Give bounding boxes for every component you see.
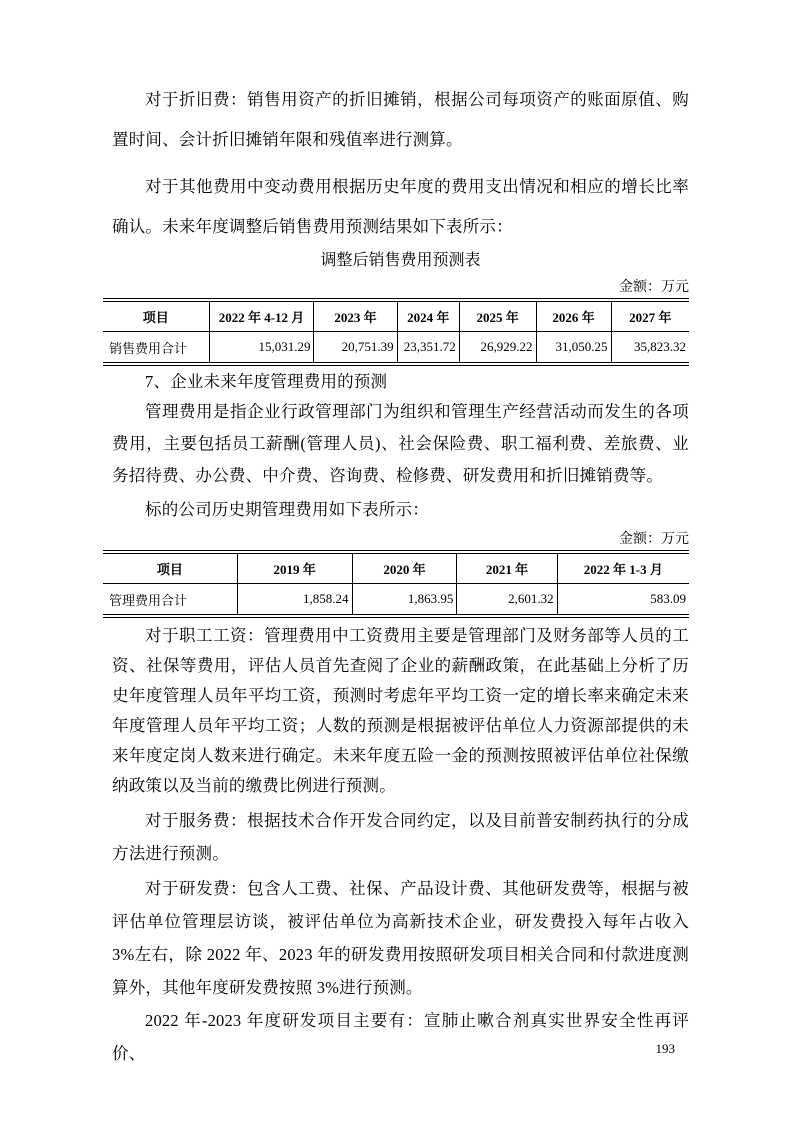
para-rd-projects: 2022 年-2023 年度研发项目主要有：宣肺止嗽合剂真实世界安全性再评价、 [112,1011,689,1063]
para-admin-definition: 管理费用是指企业行政管理部门为组织和管理生产经营活动而发生的各项费用，主要包括员工薪酬(管理人员)、社会保险费、职工福利费、差旅费、业务招待费、办公费、中介费、咨询费、检修费、研发费用和折旧摊销费等。 [112,402,689,485]
header-cell: 2019 年 [237,552,352,584]
table-row [103,332,689,365]
data-cell: 2,601.32 [457,584,557,617]
header-cell: 2022 年 4-12 月 [209,300,314,332]
data-cell: 1,858.24 [237,584,352,617]
para-salary: 对于职工工资：管理费用中工资费用主要是管理部门及财务部等人员的工资、社保等费用，评估人员首先查阅了企业的薪酬政策，在此基础上分析了历史年度管理人员年平均工资，预测时考虑年平均工资一定的增长率来确定未来年度管理人员年平均工资；人数的预测是根据被评估单位人力资源部提供的未来年度定岗人数来进行确定。未来年度五险一金的预测按照被评估单位社保缴纳政策以及当前的缴费比例进行预测。 [112,626,689,795]
para-other-expense: 对于其他费用中变动费用根据历史年度的费用支出情况和相应的增长比率确认。未来年度调整后销售费用预测结果如下表所示： [112,177,689,236]
header-cell: 2027 年 [611,300,689,332]
sales-table-unit-label: 金额：万元 [619,280,689,295]
data-cell: 583.09 [557,584,689,617]
header-cell: 2022 年 1-3 月 [557,552,689,584]
data-cell: 23,351.72 [397,332,459,365]
header-cell: 2025 年 [459,300,536,332]
para-service: 对于服务费：根据技术合作开发合同约定，以及目前普安制药执行的分成方法进行预测。 [112,811,689,863]
header-cell: 2023 年 [314,300,397,332]
sales-table-title: 调整后销售费用预测表 [320,252,481,269]
para-rd: 对于研发费：包含人工费、社保、产品设计费、其他研发费等，根据与被评估单位管理层访谈，被评估单位为高新技术企业，研发费投入每年占收入 3%左右，除 2022 年、2023 年的研发费用按照研发项目相关合同和付款进度测算外，其他年度研发费按照 3%进行预测。 [112,879,689,997]
header-cell: 2021 年 [457,552,557,584]
admin-table-unit-label: 金额：万元 [619,532,689,547]
admin-history-table [103,550,689,618]
data-cell: 26,929.22 [459,332,536,365]
data-cell: 15,031.29 [209,332,314,365]
para-admin-intro: 标的公司历史期管理费用如下表所示： [145,500,429,519]
header-cell: 项目 [103,552,237,584]
sales-table-header-row [103,300,689,332]
header-cell: 2026 年 [536,300,611,332]
page-number: 193 [655,1041,675,1056]
section-heading: 7、企业未来年度管理费用的预测 [145,372,388,391]
data-cell: 1,863.95 [352,584,457,617]
sales-forecast-table [103,298,689,366]
para-depreciation: 对于折旧费：销售用资产的折旧摊销，根据公司每项资产的账面原值、购置时间、会计折旧摊销年限和残值率进行测算。 [112,90,689,149]
table-row [103,584,689,617]
data-cell: 20,751.39 [314,332,397,365]
admin-table-header-row [103,552,689,584]
header-cell: 2020 年 [352,552,457,584]
header-cell: 2024 年 [397,300,459,332]
header-cell: 项目 [103,300,209,332]
row-label-cell: 销售费用合计 [109,340,188,356]
row-label-cell: 管理费用合计 [109,592,188,608]
data-cell: 31,050.25 [536,332,611,365]
data-cell: 35,823.32 [611,332,689,365]
